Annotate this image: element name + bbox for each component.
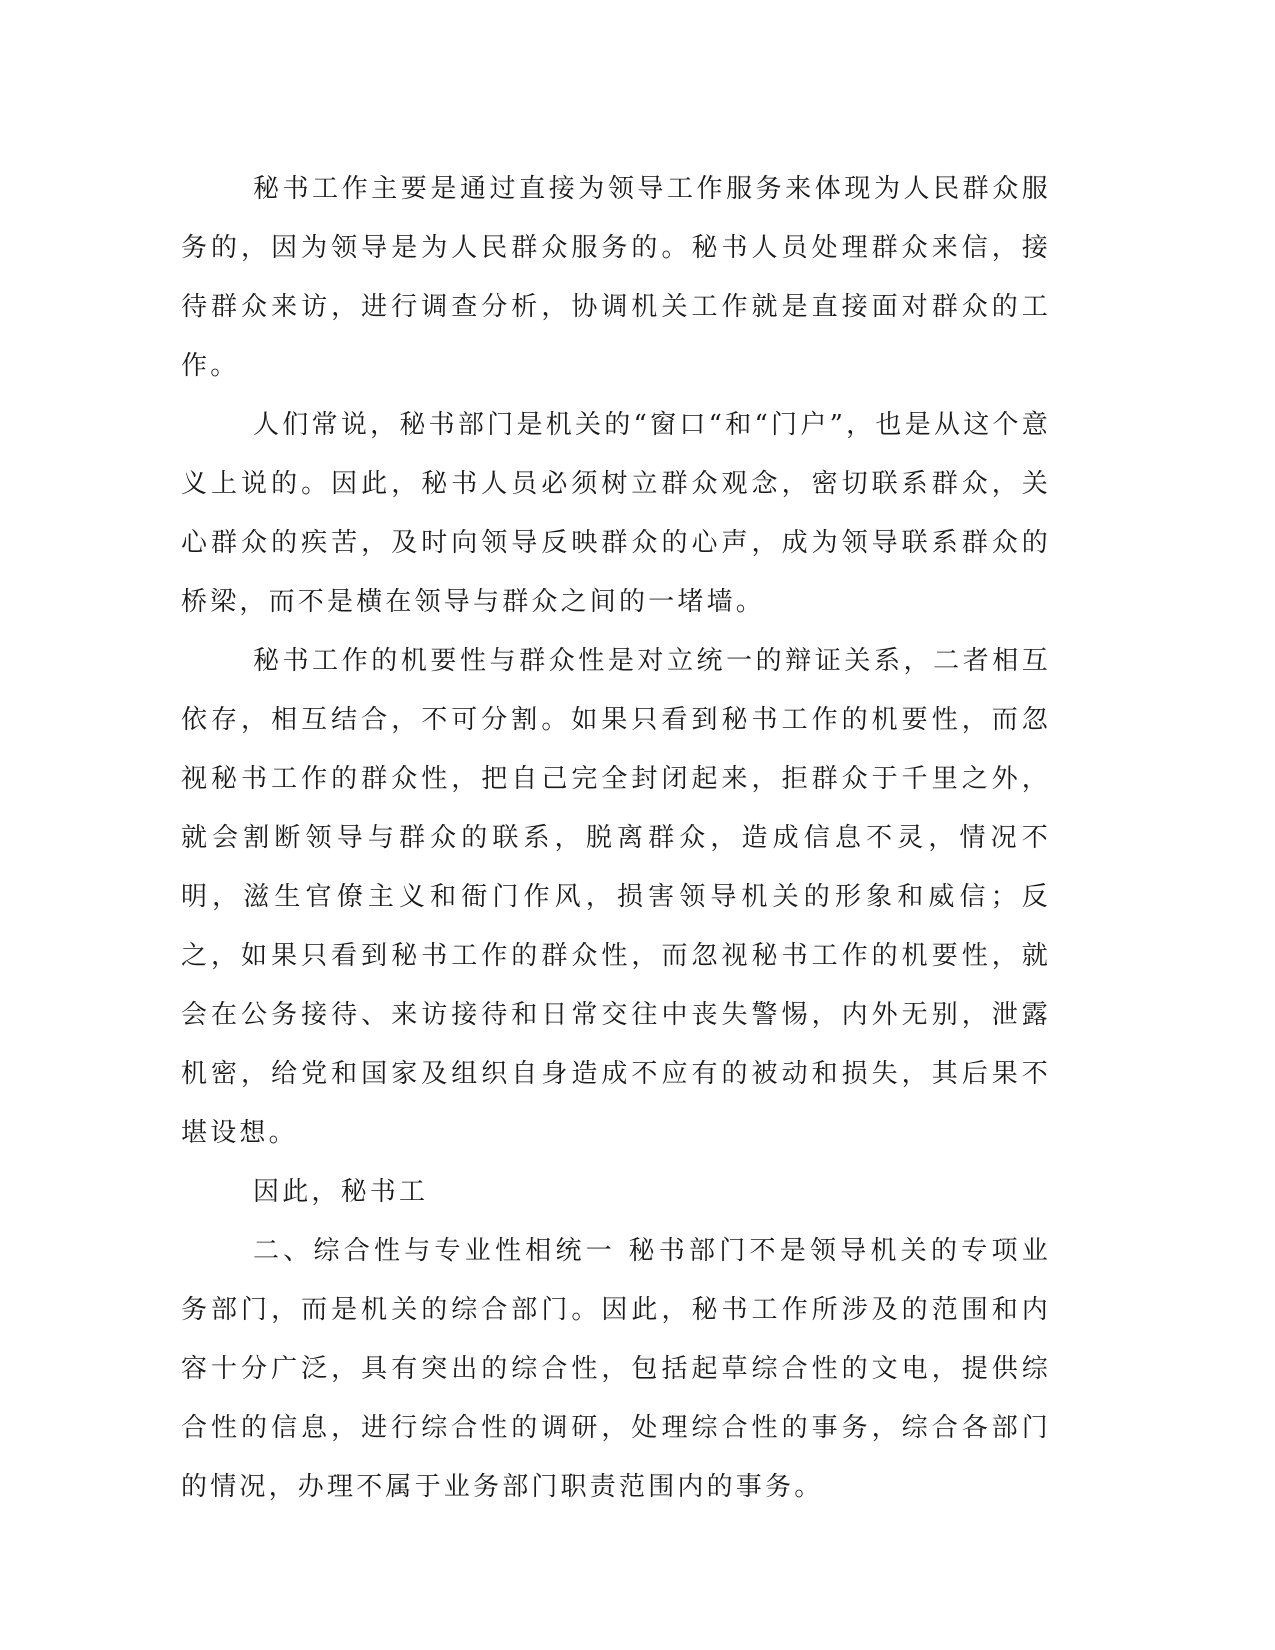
paragraph-comprehensive-vs-specialized: 二、综合性与专业性相统一 秘书部门不是领导机关的专项业务部门，而是机关的综合部门。因此，秘书工作所涉及的范围和内容十分广泛，具有突出的综合性，包括起草综合性的文电，提供综合性的信息，进行综合性的调研，处理综合性的事务，综合各部门的情况，办理不属于业务部门职责范围内的事务。 (181, 1236, 1051, 1502)
document-body (181, 160, 1051, 1517)
paragraph-truncated: 因此，秘书工 (253, 1177, 429, 1207)
paragraph-confidentiality-vs-mass: 秘书工作的机要性与群众性是对立统一的辩证关系，二者相互依存，相互结合，不可分割。如果只看到秘书工作的机要性，而忽视秘书工作的群众性，把自己完全封闭起来，拒群众于千里之外，就会割断领导与群众的联系，脱离群众，造成信息不灵，情况不明，滋生官僚主义和衙门作风，损害领导机关的形象和威信；反之，如果只看到秘书工作的群众性，而忽视秘书工作的机要性，就会在公务接待、来访接待和日常交往中丧失警惕，内外无别，泄露机密，给党和国家及组织自身造成不应有的被动和损失，其后果不堪设想。 (181, 646, 1051, 1148)
paragraph-window-and-gateway: 人们常说，秘书部门是机关的“窗口“和“门户”，也是从这个意义上说的。因此，秘书人员必须树立群众观念，密切联系群众，关心群众的疾苦，及时向领导反映群众的心声，成为领导联系群众的桥梁，而不是横在领导与群众之间的一堵墙。 (181, 410, 1051, 617)
paragraph-secretary-service: 秘书工作主要是通过直接为领导工作服务来体现为人民群众服务的，因为领导是为人民群众服务的。秘书人员处理群众来信，接待群众来访，进行调查分析，协调机关工作就是直接面对群众的工作。 (181, 174, 1051, 381)
